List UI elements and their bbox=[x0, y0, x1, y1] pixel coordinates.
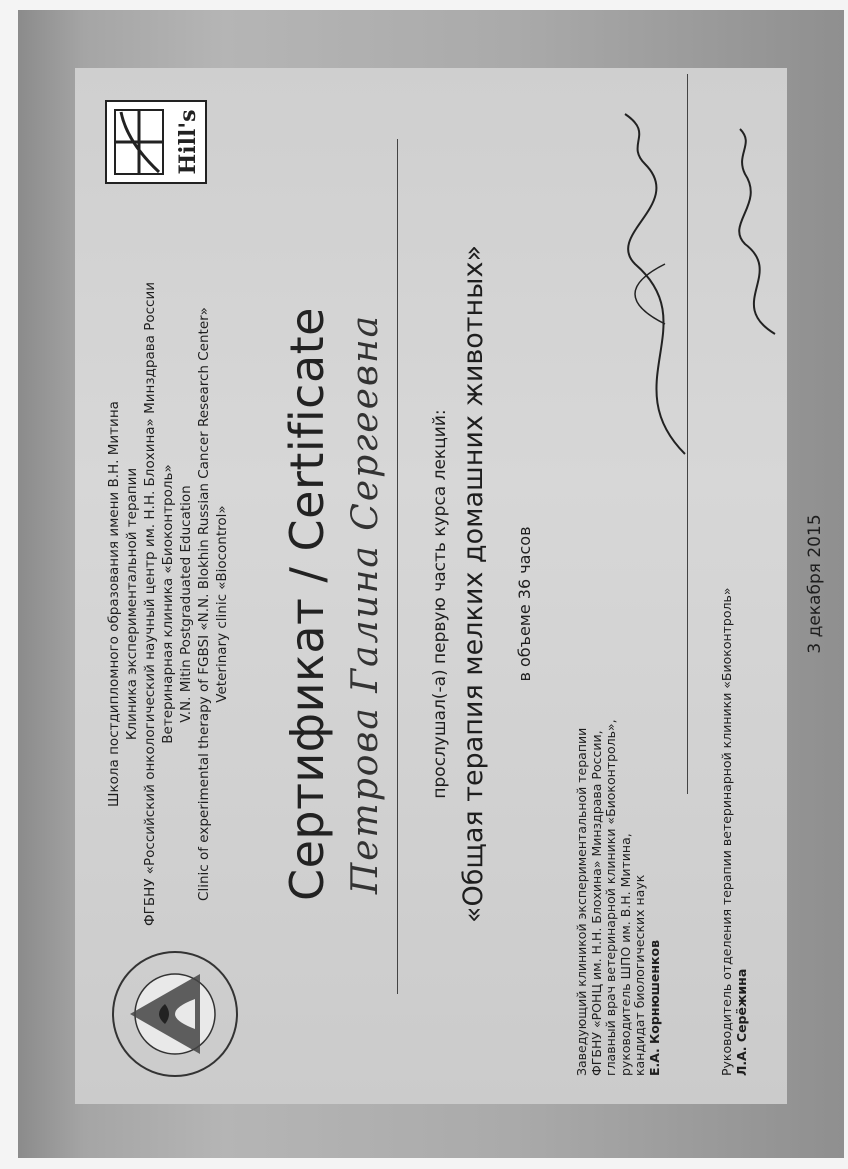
header-line: ФГБНУ «Российский онкологический научный центр им. Н.Н. Блохина» Минздрава России bbox=[142, 281, 158, 927]
certificate-title: Сертификат / Certificate bbox=[280, 307, 334, 901]
header-line: Clinic of experimental therapy of FGBSI «N.N. Blokhin Russian Cancer Research Center» bbox=[196, 307, 212, 901]
listened-text: прослушал(-а) первую часть курса лекций: bbox=[430, 409, 450, 799]
name-underline bbox=[397, 139, 398, 994]
recipient-name-handwritten: Петрова Галина Сергеевна bbox=[345, 313, 386, 895]
course-hours: в объеме 36 часов bbox=[515, 526, 534, 682]
signature-1-icon bbox=[595, 104, 715, 464]
signatory1-line: ФГБНУ «РОНЦ им. Н.Н. Блохина» Минздрава России, bbox=[588, 730, 604, 1076]
certificate bbox=[75, 68, 825, 1104]
signatory1-line: Заведующий клиникой экспериментальной терапии bbox=[574, 727, 589, 1076]
header-line: V.N. Mitin Postgraduated Education bbox=[178, 485, 194, 723]
certificate-rotated-content bbox=[75, 68, 825, 1104]
signatory1-block bbox=[575, 719, 662, 1076]
institution-header bbox=[105, 234, 231, 974]
hills-logo-icon bbox=[105, 100, 207, 184]
signatory1-line: руководитель ШПО им. В.Н. Митина, bbox=[617, 833, 633, 1076]
signatory2-line: Руководитель отделения терапии ветеринарной клиники «Биоконтроль» bbox=[719, 587, 734, 1076]
course-title: «Общая терапия мелких домашних животных» bbox=[458, 245, 489, 923]
signatory2-block bbox=[720, 587, 749, 1076]
header-line: Ветеринарная клиника «Биоконтроль» bbox=[160, 464, 176, 744]
signatory1-line: кандидат биологических наук bbox=[632, 874, 647, 1076]
signatory1-line: главный врач ветеринарной клиники «Биоконтроль», bbox=[603, 719, 618, 1076]
header-line: Veterinary clinic «Biocontrol» bbox=[214, 505, 230, 703]
signatory1-name: Е.А. Корнюшенков bbox=[646, 940, 662, 1076]
signatory2-name: Л.А. Серёжина bbox=[733, 968, 749, 1076]
header-line: Школа постдипломного образования имени В.Н. Митина bbox=[106, 401, 122, 807]
issue-date: 3 декабря 2015 bbox=[805, 514, 825, 654]
header-line: Клиника экспериментальной терапии bbox=[124, 467, 140, 741]
svg-text:Hill's: Hill's bbox=[175, 109, 201, 175]
signature-2-icon bbox=[715, 124, 795, 344]
